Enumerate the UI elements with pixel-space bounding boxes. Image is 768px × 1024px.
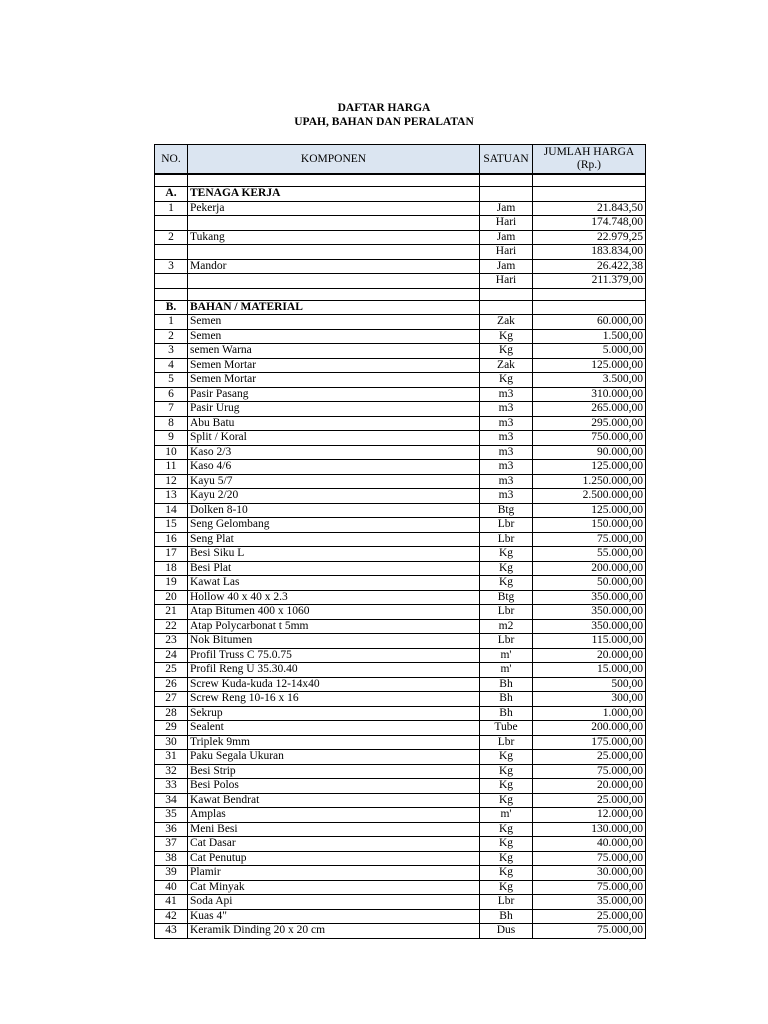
cell-komponen: Kaso 4/6	[188, 460, 480, 475]
cell-satuan: Kg	[480, 547, 533, 562]
cell-komponen: Atap Polycarbonat t 5mm	[188, 619, 480, 634]
cell-harga: 115.000,00	[533, 634, 646, 649]
section-row	[155, 187, 646, 202]
cell-harga: 310.000,00	[533, 387, 646, 402]
cell-no: 39	[155, 866, 188, 881]
cell-no: 32	[155, 764, 188, 779]
table-row	[155, 866, 646, 881]
cell-komponen: Besi Plat	[188, 561, 480, 576]
cell-no	[155, 245, 188, 260]
cell-harga: 265.000,00	[533, 402, 646, 417]
cell-komponen: Profil Truss C 75.0.75	[188, 648, 480, 663]
cell-komponen: Dolken 8-10	[188, 503, 480, 518]
cell-satuan: m'	[480, 808, 533, 823]
cell-no: 40	[155, 880, 188, 895]
page-subtitle: UPAH, BAHAN DAN PERALATAN	[294, 116, 474, 128]
cell-komponen: Cat Dasar	[188, 837, 480, 852]
table-row	[155, 677, 646, 692]
cell-satuan: Lbr	[480, 532, 533, 547]
cell-satuan: Zak	[480, 358, 533, 373]
cell-komponen: Abu Batu	[188, 416, 480, 431]
cell-harga: 26.422,38	[533, 259, 646, 274]
cell-komponen: Keramik Dinding 20 x 20 cm	[188, 924, 480, 939]
cell-harga: 125.000,00	[533, 460, 646, 475]
cell-satuan: Btg	[480, 590, 533, 605]
table-row	[155, 402, 646, 417]
cell-satuan: Kg	[480, 866, 533, 881]
cell-komponen: Amplas	[188, 808, 480, 823]
cell-harga: 200.000,00	[533, 721, 646, 736]
empty-cell	[188, 174, 480, 187]
cell-harga: 12.000,00	[533, 808, 646, 823]
cell-no: 38	[155, 851, 188, 866]
cell-satuan: Kg	[480, 779, 533, 794]
cell-harga: 500,00	[533, 677, 646, 692]
cell-satuan: Jam	[480, 201, 533, 216]
table-row	[155, 358, 646, 373]
cell-harga: 55.000,00	[533, 547, 646, 562]
cell-satuan: Zak	[480, 315, 533, 330]
cell-harga: 30.000,00	[533, 866, 646, 881]
cell-no: 6	[155, 387, 188, 402]
cell-komponen: Hollow 40 x 40 x 2.3	[188, 590, 480, 605]
header-jumlah-line2: (Rp.)	[577, 159, 601, 171]
empty-cell	[155, 174, 188, 187]
table-row	[155, 706, 646, 721]
cell-satuan: m3	[480, 489, 533, 504]
cell-komponen: Seng Gelombang	[188, 518, 480, 533]
cell-harga: 1.000,00	[533, 706, 646, 721]
cell-komponen: Mandor	[188, 259, 480, 274]
header-no: NO.	[155, 145, 188, 175]
table-row	[155, 503, 646, 518]
table-row	[155, 648, 646, 663]
cell-satuan: Kg	[480, 329, 533, 344]
cell-komponen: Paku Segala Ukuran	[188, 750, 480, 765]
cell-komponen: Semen	[188, 329, 480, 344]
cell-komponen: Pekerja	[188, 201, 480, 216]
cell-no: 34	[155, 793, 188, 808]
table-header-row	[155, 145, 646, 175]
cell-satuan: Jam	[480, 259, 533, 274]
table-row	[155, 373, 646, 388]
table-row	[155, 779, 646, 794]
table-row	[155, 532, 646, 547]
cell-no: 11	[155, 460, 188, 475]
cell-harga: 40.000,00	[533, 837, 646, 852]
cell-komponen: Kaso 2/3	[188, 445, 480, 460]
cell-satuan: Lbr	[480, 518, 533, 533]
cell-no: 28	[155, 706, 188, 721]
cell-no: 27	[155, 692, 188, 707]
cell-no: 41	[155, 895, 188, 910]
table-body	[155, 174, 646, 938]
cell-no	[155, 274, 188, 289]
header-satuan: SATUAN	[480, 145, 533, 175]
cell-no: 35	[155, 808, 188, 823]
cell-harga: 75.000,00	[533, 924, 646, 939]
cell-harga	[533, 187, 646, 202]
page-title: DAFTAR HARGA	[337, 102, 431, 114]
cell-komponen: Pasir Pasang	[188, 387, 480, 402]
cell-komponen: Kayu 5/7	[188, 474, 480, 489]
cell-satuan: Kg	[480, 851, 533, 866]
cell-harga: 1.500,00	[533, 329, 646, 344]
cell-harga: 21.843,50	[533, 201, 646, 216]
cell-no: 4	[155, 358, 188, 373]
cell-harga: 1.250.000,00	[533, 474, 646, 489]
cell-komponen: Sekrup	[188, 706, 480, 721]
table-row	[155, 445, 646, 460]
cell-harga: 60.000,00	[533, 315, 646, 330]
cell-satuan: m2	[480, 619, 533, 634]
cell-komponen: Split / Koral	[188, 431, 480, 446]
cell-harga: 90.000,00	[533, 445, 646, 460]
cell-komponen	[188, 245, 480, 260]
cell-komponen: Cat Penutup	[188, 851, 480, 866]
cell-satuan: Btg	[480, 503, 533, 518]
cell-no: 7	[155, 402, 188, 417]
cell-satuan: Lbr	[480, 895, 533, 910]
cell-no: 37	[155, 837, 188, 852]
cell-harga: 125.000,00	[533, 503, 646, 518]
cell-harga: 125.000,00	[533, 358, 646, 373]
cell-no: 14	[155, 503, 188, 518]
cell-komponen	[188, 216, 480, 231]
cell-harga: 75.000,00	[533, 851, 646, 866]
cell-satuan: Bh	[480, 909, 533, 924]
cell-harga: 175.000,00	[533, 735, 646, 750]
table-row	[155, 474, 646, 489]
cell-no: 29	[155, 721, 188, 736]
table-row	[155, 329, 646, 344]
cell-satuan: m3	[480, 460, 533, 475]
cell-satuan	[480, 300, 533, 315]
cell-komponen: Screw Kuda-kuda 12-14x40	[188, 677, 480, 692]
cell-satuan: Kg	[480, 576, 533, 591]
cell-satuan: Kg	[480, 764, 533, 779]
cell-satuan: Jam	[480, 230, 533, 245]
cell-harga: 750.000,00	[533, 431, 646, 446]
cell-satuan: m3	[480, 445, 533, 460]
cell-komponen: Pasir Urug	[188, 402, 480, 417]
table-row	[155, 431, 646, 446]
cell-satuan: Bh	[480, 706, 533, 721]
cell-satuan: Kg	[480, 344, 533, 359]
header-jumlah-harga	[533, 145, 646, 175]
cell-satuan: Kg	[480, 822, 533, 837]
cell-harga: 130.000,00	[533, 822, 646, 837]
cell-komponen: Meni Besi	[188, 822, 480, 837]
table-row	[155, 245, 646, 260]
table-row	[155, 721, 646, 736]
table-row	[155, 590, 646, 605]
cell-harga: 20.000,00	[533, 779, 646, 794]
cell-harga: 350.000,00	[533, 619, 646, 634]
table-row	[155, 634, 646, 649]
cell-no: 10	[155, 445, 188, 460]
cell-satuan: m3	[480, 474, 533, 489]
cell-no: 5	[155, 373, 188, 388]
cell-no: 13	[155, 489, 188, 504]
table-row	[155, 230, 646, 245]
table-row	[155, 808, 646, 823]
cell-harga: 25.000,00	[533, 793, 646, 808]
cell-harga: 183.834,00	[533, 245, 646, 260]
cell-harga: 3.500,00	[533, 373, 646, 388]
table-row	[155, 201, 646, 216]
table-row	[155, 416, 646, 431]
cell-harga: 75.000,00	[533, 880, 646, 895]
table-row	[155, 750, 646, 765]
cell-harga: 174.748,00	[533, 216, 646, 231]
table-row	[155, 518, 646, 533]
cell-no: 18	[155, 561, 188, 576]
cell-no: 22	[155, 619, 188, 634]
table-row	[155, 274, 646, 289]
cell-satuan: Bh	[480, 677, 533, 692]
cell-komponen: Kawat Las	[188, 576, 480, 591]
cell-harga: 350.000,00	[533, 605, 646, 620]
table-row	[155, 764, 646, 779]
cell-satuan: Hari	[480, 245, 533, 260]
cell-no: 25	[155, 663, 188, 678]
table-row	[155, 344, 646, 359]
table-row	[155, 489, 646, 504]
cell-no: 1	[155, 201, 188, 216]
cell-no: 17	[155, 547, 188, 562]
cell-no: 12	[155, 474, 188, 489]
table-row	[155, 547, 646, 562]
cell-satuan: m3	[480, 402, 533, 417]
cell-harga: 75.000,00	[533, 764, 646, 779]
cell-komponen: Sealent	[188, 721, 480, 736]
cell-satuan: Kg	[480, 793, 533, 808]
table-row	[155, 259, 646, 274]
cell-komponen: Kawat Bendrat	[188, 793, 480, 808]
table-row	[155, 924, 646, 939]
cell-komponen: Semen Mortar	[188, 358, 480, 373]
empty-cell	[533, 288, 646, 300]
cell-satuan: Tube	[480, 721, 533, 736]
table-row	[155, 735, 646, 750]
table-row	[155, 605, 646, 620]
cell-harga: 5.000,00	[533, 344, 646, 359]
table-row	[155, 837, 646, 852]
cell-no: 20	[155, 590, 188, 605]
cell-no: 8	[155, 416, 188, 431]
cell-harga	[533, 300, 646, 315]
cell-komponen: Besi Strip	[188, 764, 480, 779]
cell-komponen: Atap Bitumen 400 x 1060	[188, 605, 480, 620]
cell-satuan: Kg	[480, 880, 533, 895]
header-jumlah-line1: JUMLAH HARGA	[543, 146, 635, 158]
cell-harga: 300,00	[533, 692, 646, 707]
empty-cell	[480, 288, 533, 300]
cell-satuan: Kg	[480, 373, 533, 388]
cell-harga: 35.000,00	[533, 895, 646, 910]
cell-satuan: Lbr	[480, 735, 533, 750]
cell-satuan: Bh	[480, 692, 533, 707]
cell-no: 36	[155, 822, 188, 837]
cell-satuan: m3	[480, 387, 533, 402]
cell-komponen: Plamir	[188, 866, 480, 881]
cell-komponen: Triplek 9mm	[188, 735, 480, 750]
empty-cell	[155, 288, 188, 300]
cell-komponen: Seng Plat	[188, 532, 480, 547]
cell-no: 31	[155, 750, 188, 765]
table-row	[155, 561, 646, 576]
cell-komponen: semen Warna	[188, 344, 480, 359]
blank-row	[155, 288, 646, 300]
cell-komponen: Kuas 4"	[188, 909, 480, 924]
empty-cell	[480, 174, 533, 187]
cell-satuan: m3	[480, 416, 533, 431]
table-row	[155, 880, 646, 895]
cell-komponen: BAHAN / MATERIAL	[188, 300, 480, 315]
cell-no: 30	[155, 735, 188, 750]
table-row	[155, 619, 646, 634]
cell-satuan: Kg	[480, 561, 533, 576]
cell-harga: 200.000,00	[533, 561, 646, 576]
cell-harga: 211.379,00	[533, 274, 646, 289]
cell-komponen: Screw Reng 10-16 x 16	[188, 692, 480, 707]
cell-satuan: Kg	[480, 750, 533, 765]
cell-komponen: Semen Mortar	[188, 373, 480, 388]
cell-satuan: Lbr	[480, 605, 533, 620]
cell-komponen: Profil Reng U 35.30.40	[188, 663, 480, 678]
table-row	[155, 460, 646, 475]
price-table	[154, 144, 646, 939]
cell-komponen: TENAGA KERJA	[188, 187, 480, 202]
cell-no: 9	[155, 431, 188, 446]
cell-harga: 25.000,00	[533, 750, 646, 765]
cell-no: 43	[155, 924, 188, 939]
cell-no: 2	[155, 230, 188, 245]
header-komponen: KOMPONEN	[188, 145, 480, 175]
cell-harga: 20.000,00	[533, 648, 646, 663]
cell-satuan: Lbr	[480, 634, 533, 649]
cell-harga: 2.500.000,00	[533, 489, 646, 504]
table-row	[155, 576, 646, 591]
cell-komponen: Tukang	[188, 230, 480, 245]
cell-no: 26	[155, 677, 188, 692]
cell-komponen: Semen	[188, 315, 480, 330]
cell-no: B.	[155, 300, 188, 315]
cell-komponen: Nok Bitumen	[188, 634, 480, 649]
cell-no: 19	[155, 576, 188, 591]
cell-harga: 75.000,00	[533, 532, 646, 547]
cell-komponen: Besi Siku L	[188, 547, 480, 562]
cell-harga: 350.000,00	[533, 590, 646, 605]
cell-harga: 150.000,00	[533, 518, 646, 533]
table-row	[155, 793, 646, 808]
cell-no: 1	[155, 315, 188, 330]
cell-no: 2	[155, 329, 188, 344]
cell-no	[155, 216, 188, 231]
cell-komponen: Besi Polos	[188, 779, 480, 794]
cell-satuan: m'	[480, 663, 533, 678]
table-row	[155, 692, 646, 707]
table-row	[155, 909, 646, 924]
cell-komponen: Cat Minyak	[188, 880, 480, 895]
cell-no: 33	[155, 779, 188, 794]
cell-satuan: m3	[480, 431, 533, 446]
cell-harga: 295.000,00	[533, 416, 646, 431]
table-row	[155, 822, 646, 837]
cell-komponen: Kayu 2/20	[188, 489, 480, 504]
table-row	[155, 216, 646, 231]
cell-no: 42	[155, 909, 188, 924]
cell-no: 16	[155, 532, 188, 547]
cell-komponen	[188, 274, 480, 289]
cell-komponen: Soda Api	[188, 895, 480, 910]
cell-harga: 50.000,00	[533, 576, 646, 591]
table-row	[155, 387, 646, 402]
cell-harga: 25.000,00	[533, 909, 646, 924]
cell-satuan: Dus	[480, 924, 533, 939]
cell-no: A.	[155, 187, 188, 202]
cell-no: 15	[155, 518, 188, 533]
empty-cell	[188, 288, 480, 300]
cell-harga: 22.979,25	[533, 230, 646, 245]
cell-no: 23	[155, 634, 188, 649]
table-row	[155, 663, 646, 678]
table-row	[155, 851, 646, 866]
table-row	[155, 315, 646, 330]
cell-satuan: m'	[480, 648, 533, 663]
cell-satuan: Kg	[480, 837, 533, 852]
table-row	[155, 895, 646, 910]
cell-no: 3	[155, 259, 188, 274]
cell-no: 3	[155, 344, 188, 359]
cell-harga: 15.000,00	[533, 663, 646, 678]
cell-no: 21	[155, 605, 188, 620]
blank-row	[155, 174, 646, 187]
cell-satuan: Hari	[480, 216, 533, 231]
cell-satuan: Hari	[480, 274, 533, 289]
cell-satuan	[480, 187, 533, 202]
section-row	[155, 300, 646, 315]
cell-no: 24	[155, 648, 188, 663]
empty-cell	[533, 174, 646, 187]
